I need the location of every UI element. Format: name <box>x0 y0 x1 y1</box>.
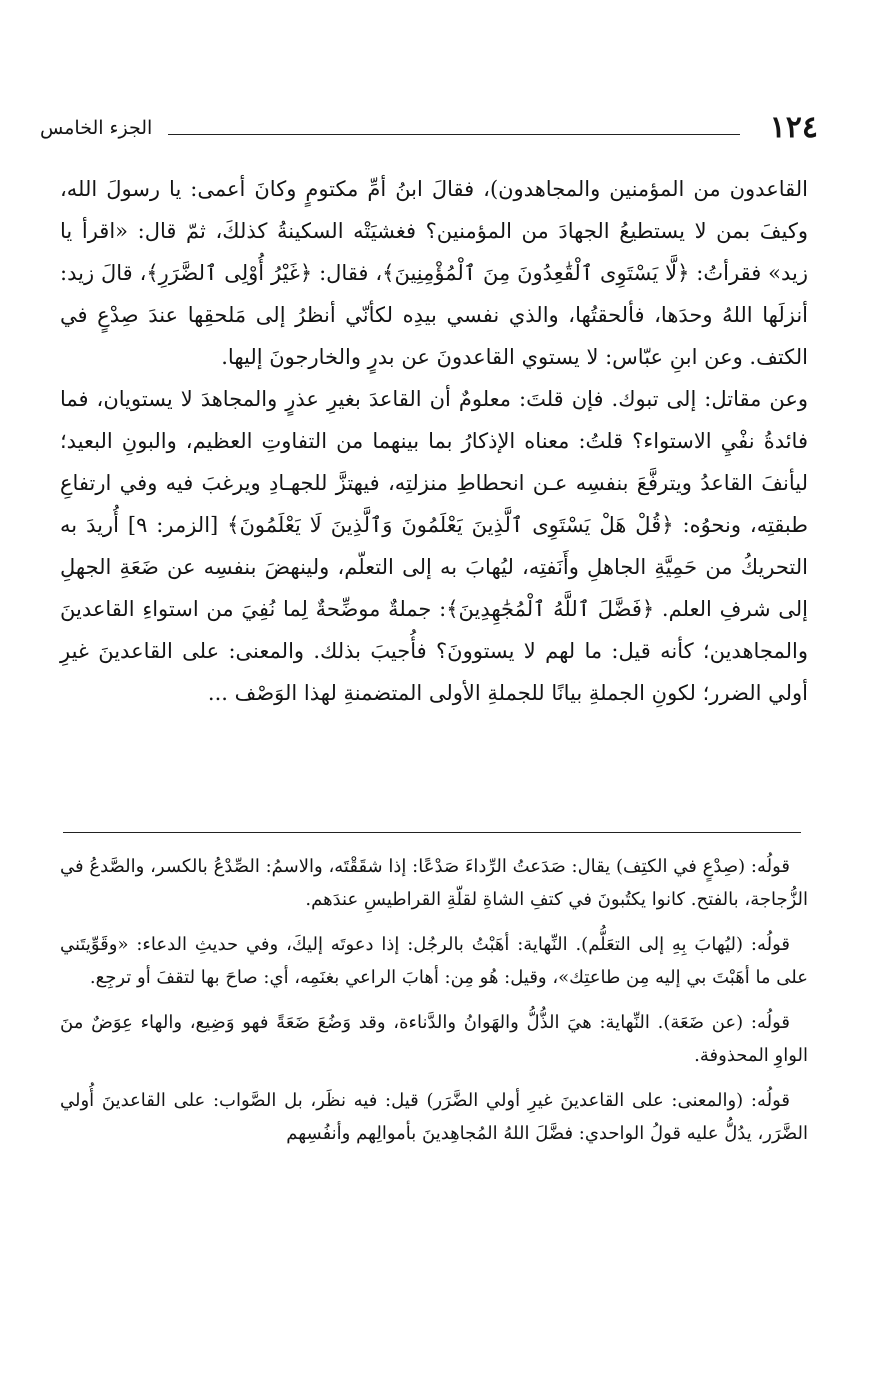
footnote: قولُه: (عن ضَعَة). النِّهاية: هيَ الذُّلُّ والهَوانُ والدَّناءة، وقد وَضُعَ ضَعَةً فهو وَضِيع، والهاء عِوَضٌ منَ الواوِ المحذوفة. <box>60 1012 808 1066</box>
header-rule <box>168 134 740 135</box>
main-paragraph: القاعدون من المؤمنين والمجاهدون)، فقالَ ابنُ أمِّ مكتومٍ وكانَ أعمى: يا رسولَ الله، وكيفَ بمن لا يستطيعُ الجهادَ من المؤمنين؟ فغشيَتْه السكينةُ كذلكَ، ثمّ قال: «اقرأ يا زيد» فقرأتُ: ﴿لَّا يَسْتَوِى ٱلْقَٰعِدُونَ مِنَ ٱلْمُؤْمِنِينَ﴾، فقال: ﴿غَيْرُ أُوْلِى ٱلضَّرَرِ﴾، قالَ زيد: أنزلَها اللهُ وحدَها، فألحقتُها، والذي نفسي بيدِه لكأنّي أنظرُ إلى مَلحقِها عندَ صِدْعٍ في الكتف. وعن ابنِ عبّاس: لا يستوي القاعدونَ عن بدرٍ والخارجونَ إليها. <box>60 177 808 369</box>
main-text <box>60 168 808 714</box>
footnote: قولُه: (ليُهابَ بِهِ إلى التعَلُّم). النِّهاية: أهَبْتُ بالرجُل: إذا دعوتَه إليكَ، وفي حديثِ الدعاء: «وقَوِّيتَني على ما أهَبْتَ بي إليه مِن طاعتِك»، وقيل: هُو مِن: أهابَ الراعي بغنَمِه، أي: صاحَ بها لتقفَ أو ترجِع. <box>60 934 808 988</box>
footnote: قولُه: (صِدْعٍ في الكتِف) يقال: صَدَعتُ الرِّداءَ صَدْعًا: إذا شقَقْتَه، والاسمُ: الصِّدْعُ بالكسر، والصَّدعُ في الزُّجاجة، بالفتح. كانوا يكتُبونَ في كتفِ الشاةِ لقلّةِ القراطيسِ عندَهم. <box>60 856 808 910</box>
footnotes <box>60 850 808 1162</box>
running-title: الجزء الخامس <box>40 117 153 139</box>
footnote-rule <box>63 832 801 833</box>
page-number: ١٢٤ <box>769 110 818 145</box>
page-header <box>40 108 818 158</box>
footnote: قولُه: (والمعنى: على القاعدينَ غيرِ أولي الضَّرَر) قيل: فيه نظَر، بل الصَّواب: على القاعدينَ أُولي الضَّرَر، يدُلُّ عليه قولُ الواحدي: فضَّلَ اللهُ المُجاهِدينَ بأموالِهم وأنفُسِهم <box>60 1090 808 1144</box>
main-paragraph: وعن مقاتل: إلى تبوك. فإن قلتَ: معلومٌ أن القاعدَ بغيرِ عذرٍ والمجاهدَ لا يستويان، فما فائدةُ نفْيِ الاستواء؟ قلتُ: معناه الإذكارُ بما بينهما من التفاوتِ العظيم، والبونِ البعيد؛ ليأنفَ القاعدُ ويترفَّعَ بنفسِه عـن انحطاطِ منزلتِه، فيهتزَّ للجهـادِ ويرغبَ فيه وفي ارتفاعِ طبقتِه، ونحوُه: ﴿قُلْ هَلْ يَسْتَوِى ٱلَّذِينَ يَعْلَمُونَ وَٱلَّذِينَ لَا يَعْلَمُونَ﴾ [الزمر: ٩] أُريدَ به التحريكُ من حَمِيَّةِ الجاهلِ وأَنَفتِه، ليُهابَ به إلى التعلّم، ولينهضَ بنفسِه عن ضَعَةِ الجهلِ إلى شرفِ العلم. ﴿فَضَّلَ ٱللَّهُ ٱلْمُجَٰهِدِينَ﴾: جملةٌ موضِّحةٌ لِما نُفِيَ من استواءِ القاعدينَ والمجاهدين؛ كأنه قيل: ما لهم لا يستوونَ؟ فأُجيبَ بذلك. والمعنى: على القاعدينَ غيرِ أولي الضرر؛ لكونِ الجملةِ بيانًا للجملةِ الأولى المتضمنةِ لهذا الوَصْف ... <box>60 387 808 705</box>
